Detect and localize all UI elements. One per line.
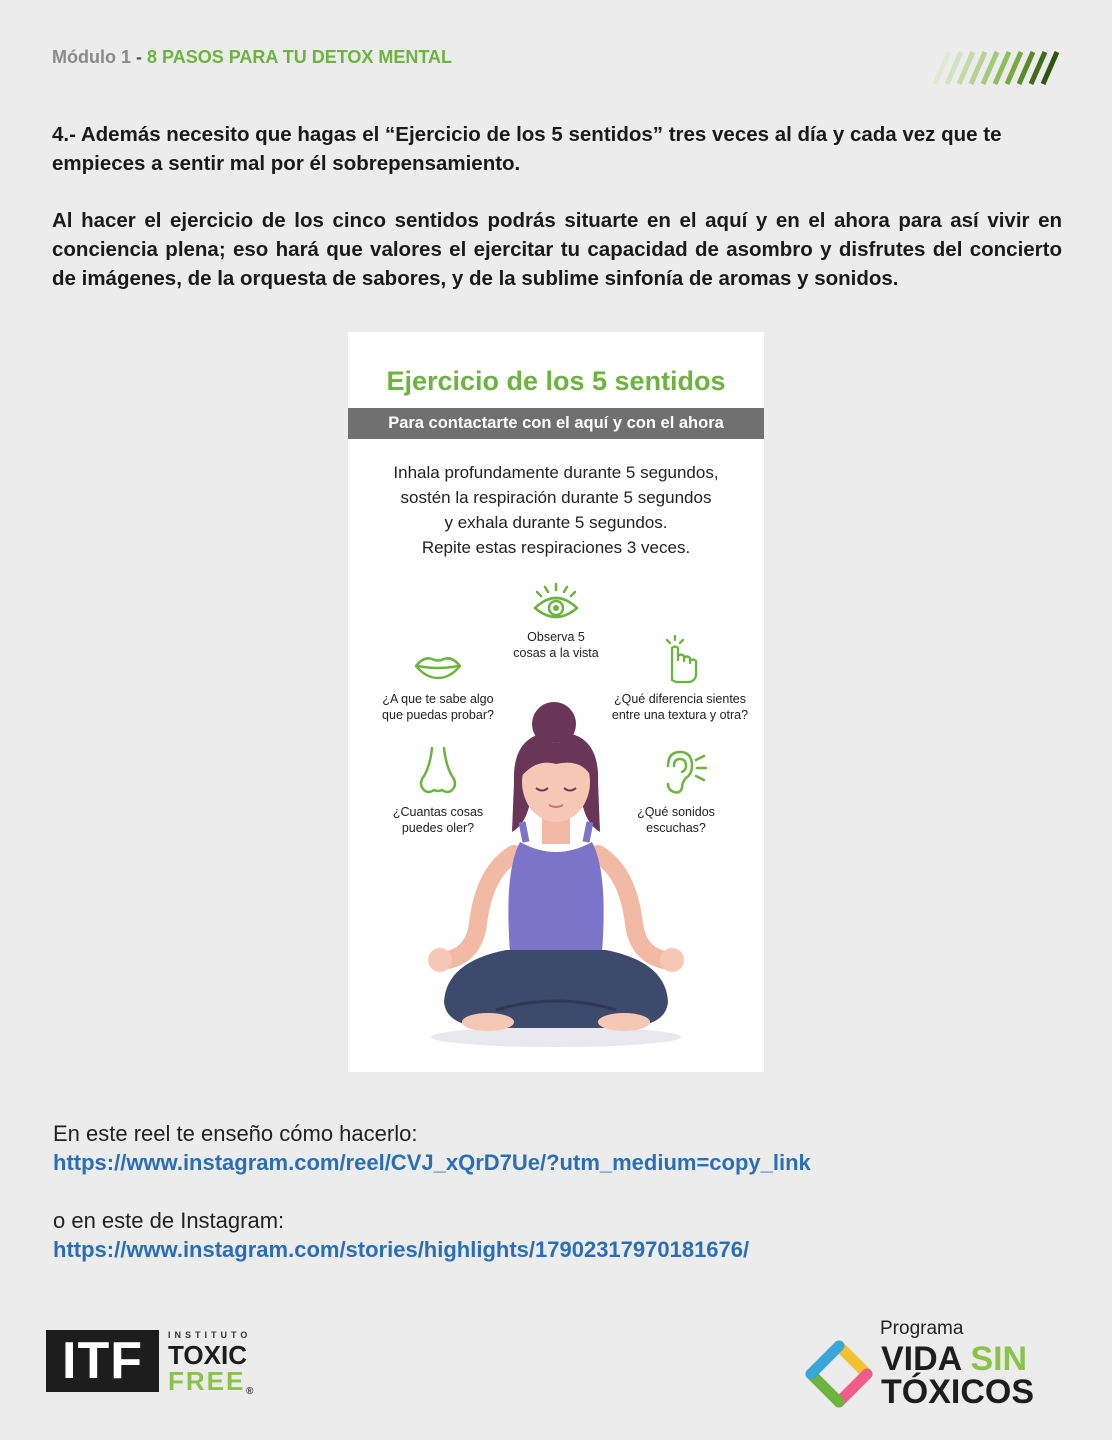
- sense-text: ¿Cuantas cosas: [392, 805, 484, 819]
- reel-label: En este reel te enseño cómo hacerlo:: [53, 1121, 418, 1146]
- sense-text: cosas a la vista: [513, 646, 599, 660]
- vst-emblem-icon: [805, 1340, 873, 1408]
- itf-instituto: INSTITUTO: [168, 1330, 252, 1340]
- explanation-paragraph: Al hacer el ejercicio de los cinco sentidos podrás situarte en el aquí y en el ahora para así vivir en conciencia plena; eso hará que valores el ejercitar tu capacidad de asombro y disfrutes del concierto de imágenes, de la orquesta de sabores, y de la sublime sinfonía de aromas y sonidos.: [52, 209, 1062, 290]
- module-label: Módulo 1: [52, 47, 131, 67]
- instagram-highlights-link[interactable]: https://www.instagram.com/stories/highlights/17902317970181676/: [53, 1237, 750, 1262]
- sight-label: [496, 629, 616, 661]
- itf-logo: [46, 1330, 261, 1402]
- five-senses-infographic: [348, 332, 764, 1072]
- vida-sin-toxicos-logo: [805, 1318, 1075, 1410]
- sense-text: ¿Qué diferencia sientes: [613, 692, 746, 706]
- instruction-line: Repite estas respiraciones 3 veces.: [421, 538, 691, 557]
- instagram-label: o en este de Instagram:: [53, 1208, 285, 1233]
- sense-text: puedes oler?: [401, 821, 475, 835]
- hand-touch-icon: [662, 634, 702, 684]
- instruction-line: y exhala durante 5 segundos.: [444, 513, 668, 532]
- itf-toxic: TOXIC: [168, 1340, 247, 1370]
- module-title: 8 PASOS PARA TU DETOX MENTAL: [147, 47, 453, 67]
- sense-text: Observa 5: [527, 630, 585, 644]
- sense-text: que puedas probar?: [382, 708, 494, 722]
- vst-toxicos: TÓXICOS: [881, 1373, 1035, 1411]
- lips-icon: [414, 654, 462, 680]
- breathing-instructions: [348, 460, 764, 560]
- sense-text: escuchas?: [646, 821, 706, 835]
- sense-text: ¿Qué sonidos: [637, 805, 715, 819]
- vst-vida: VIDA: [881, 1340, 961, 1378]
- infographic-title: Ejercicio de los 5 sentidos: [386, 366, 726, 396]
- vst-sin: SIN: [970, 1340, 1028, 1378]
- page-header: [52, 47, 452, 68]
- sense-text: entre una textura y otra?: [611, 708, 749, 722]
- vst-programa: Programa: [880, 1318, 964, 1339]
- instruction-line: sostén la respiración durante 5 segundos: [400, 488, 712, 507]
- reel-link[interactable]: https://www.instagram.com/reel/CVJ_xQrD7Ue/?utm_medium=copy_link: [53, 1150, 811, 1175]
- itf-free: FREE: [168, 1366, 246, 1396]
- infographic-subtitle: Para contactarte con el aquí y con el ahora: [348, 408, 764, 439]
- registered-mark: ®: [246, 1386, 254, 1397]
- eye-icon: [532, 582, 580, 622]
- vst-line1: [881, 1342, 1027, 1376]
- sense-text: ¿A que te sabe algo: [382, 692, 494, 706]
- step-4-paragraph: 4.- Además necesito que hagas el “Ejercicio de los 5 sentidos” tres veces al día y cada vez que te empieces a sentir mal por él sobrepensamiento.: [52, 123, 1002, 175]
- itf-box: ITF: [46, 1330, 159, 1392]
- instruction-line: Inhala profundamente durante 5 segundos,: [393, 463, 719, 482]
- meditating-woman-illustration: [386, 692, 726, 1052]
- decorative-slashes-icon: [925, 48, 1065, 88]
- header-separator: -: [136, 47, 143, 67]
